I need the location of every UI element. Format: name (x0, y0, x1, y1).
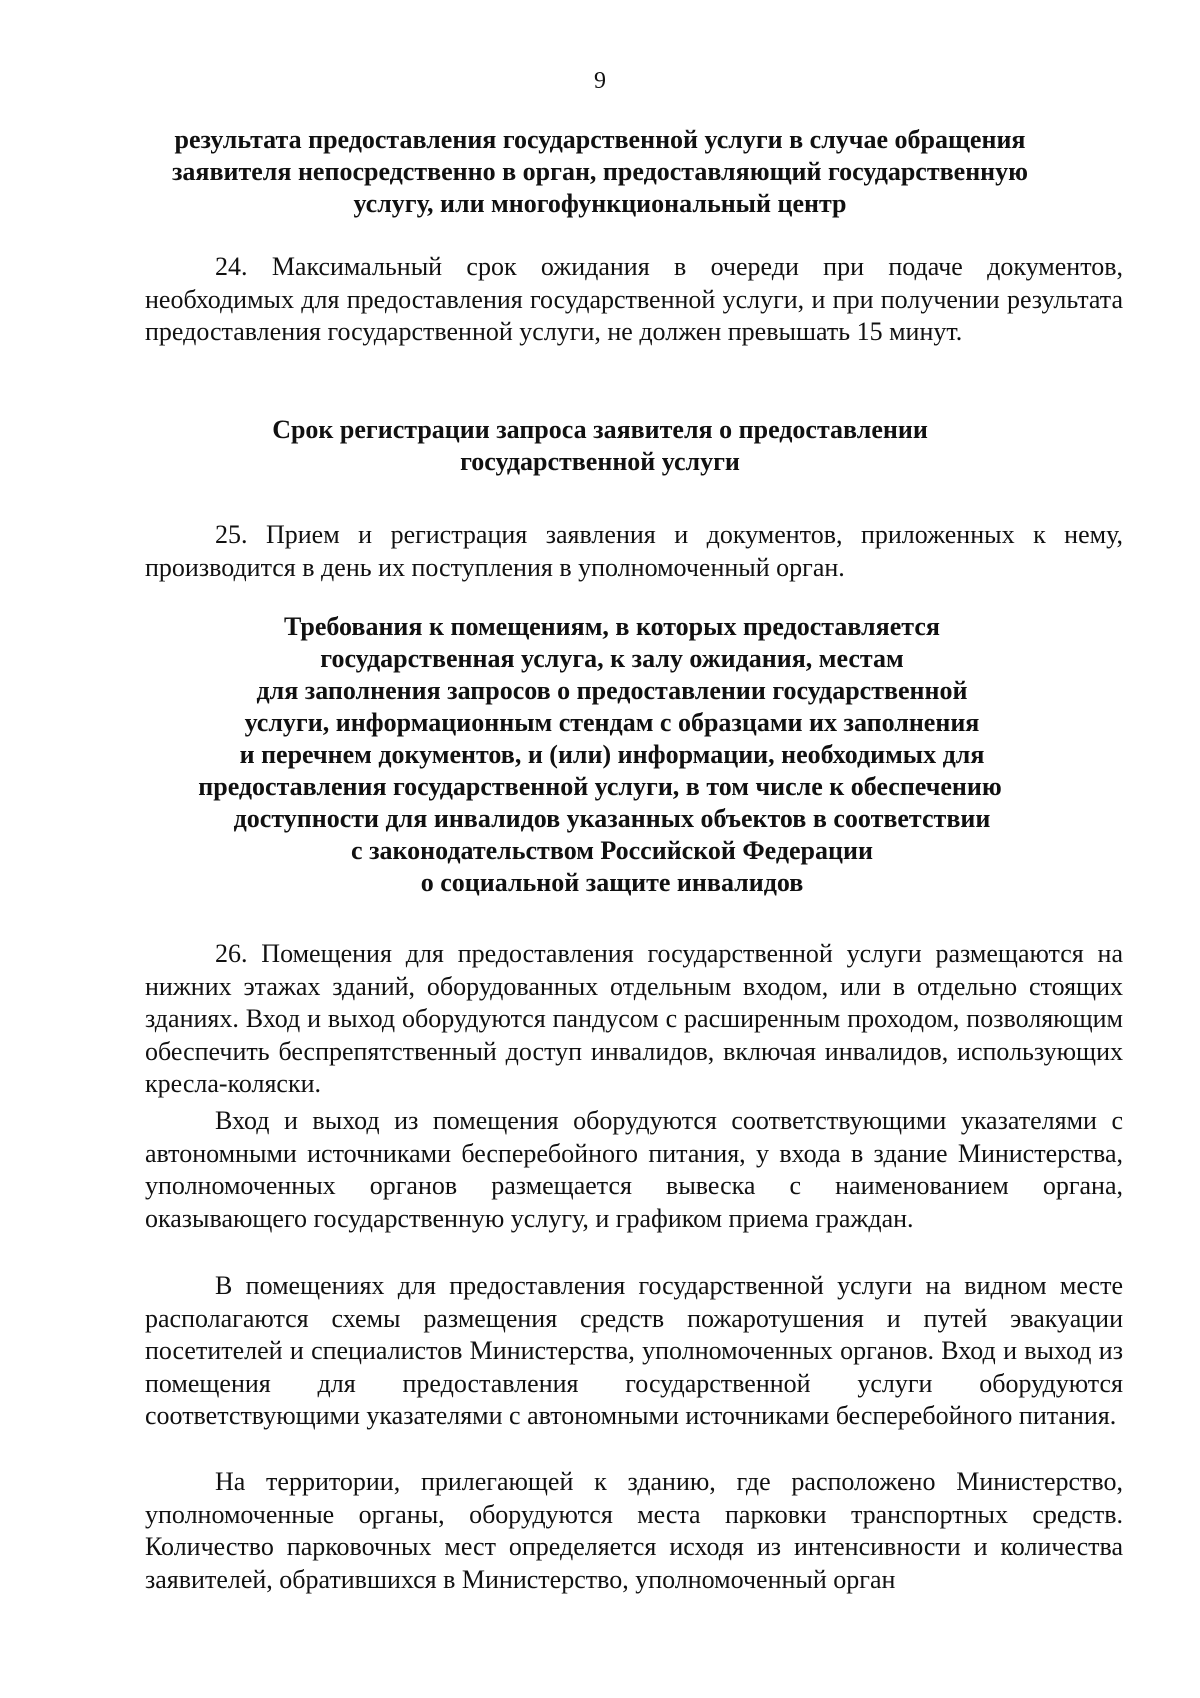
section-heading-premises-requirements (0, 611, 1200, 899)
page-number: 9 (594, 68, 606, 94)
paragraph-26-parking: На территории, прилегающей к зданию, где расположено Министерство, уполномоченные органы, оборудуются места парковки транспортных средств. Количество парковочных мест определяется исходя из интенсивности и количества заявителей, обратившихся в Министерство, уполномоченный орган (145, 1467, 1123, 1594)
heading-line: с законодательством Российской Федерации (351, 836, 873, 865)
paragraph-26-entrance-signage: Вход и выход из помещения оборудуются соответствующими указателями с автономными источниками бесперебойного питания, у входа в здание Министерства, уполномоченных органов размещается вывеска с наименованием органа, оказывающего государственную услугу, и графиком приема граждан. (145, 1106, 1123, 1233)
heading-line: Срок регистрации запроса заявителя о предоставлении (272, 415, 928, 444)
heading-line: заявителя непосредственно в орган, предоставляющий государственную (171, 157, 1029, 186)
heading-line: Требования к помещениям, в которых предоставляется (284, 612, 940, 641)
heading-line: услугу, или многофункциональный центр (353, 189, 847, 218)
paragraph-26: 26. Помещения для предоставления государственной услуги размещаются на нижних этажах зданий, оборудованных отдельным входом, или в отдельно стоящих зданиях. Вход и выход оборудуются пандусом с расширенным проходом, позволяющим обеспечить беспрепятственный доступ инвалидов, включая инвалидов, использующих кресла-коляски. (145, 939, 1123, 1099)
heading-line: о социальной защите инвалидов (420, 868, 804, 897)
section-heading-registration-term (0, 414, 1200, 478)
paragraph-25: 25. Прием и регистрация заявления и документов, приложенных к нему, производится в день их поступления в уполномоченный орган. (145, 520, 1123, 582)
section-heading-result-receipt (0, 124, 1200, 220)
heading-line: услуги, информационным стендам с образцами их заполнения (244, 708, 980, 737)
paragraph-26-fire-evacuation: В помещениях для предоставления государственной услуги на видном месте располагаются схемы размещения средств пожаротушения и путей эвакуации посетителей и специалистов Министерства, уполномоченных органов. Вход и выход из помещения для предоставления государственной услуги оборудуются соответствующими указателями с автономными источниками бесперебойного питания. (145, 1271, 1123, 1431)
heading-line: государственной услуги (460, 447, 740, 476)
paragraph-24: 24. Максимальный срок ожидания в очереди при подаче документов, необходимых для предоставления государственной услуги, и при получении результата предоставления государственной услуги, не должен превышать 15 минут. (145, 252, 1123, 347)
heading-line: доступности для инвалидов указанных объектов в соответствии (233, 804, 991, 833)
heading-line: государственная услуга, к залу ожидания, местам (320, 644, 904, 673)
heading-line: предоставления государственной услуги, в том числе к обеспечению (198, 772, 1002, 801)
heading-line: и перечнем документов, и (или) информации, необходимых для (239, 740, 985, 769)
heading-line: результата предоставления государственной услуги в случае обращения (174, 125, 1026, 154)
heading-line: для заполнения запросов о предоставлении государственной (256, 676, 968, 705)
